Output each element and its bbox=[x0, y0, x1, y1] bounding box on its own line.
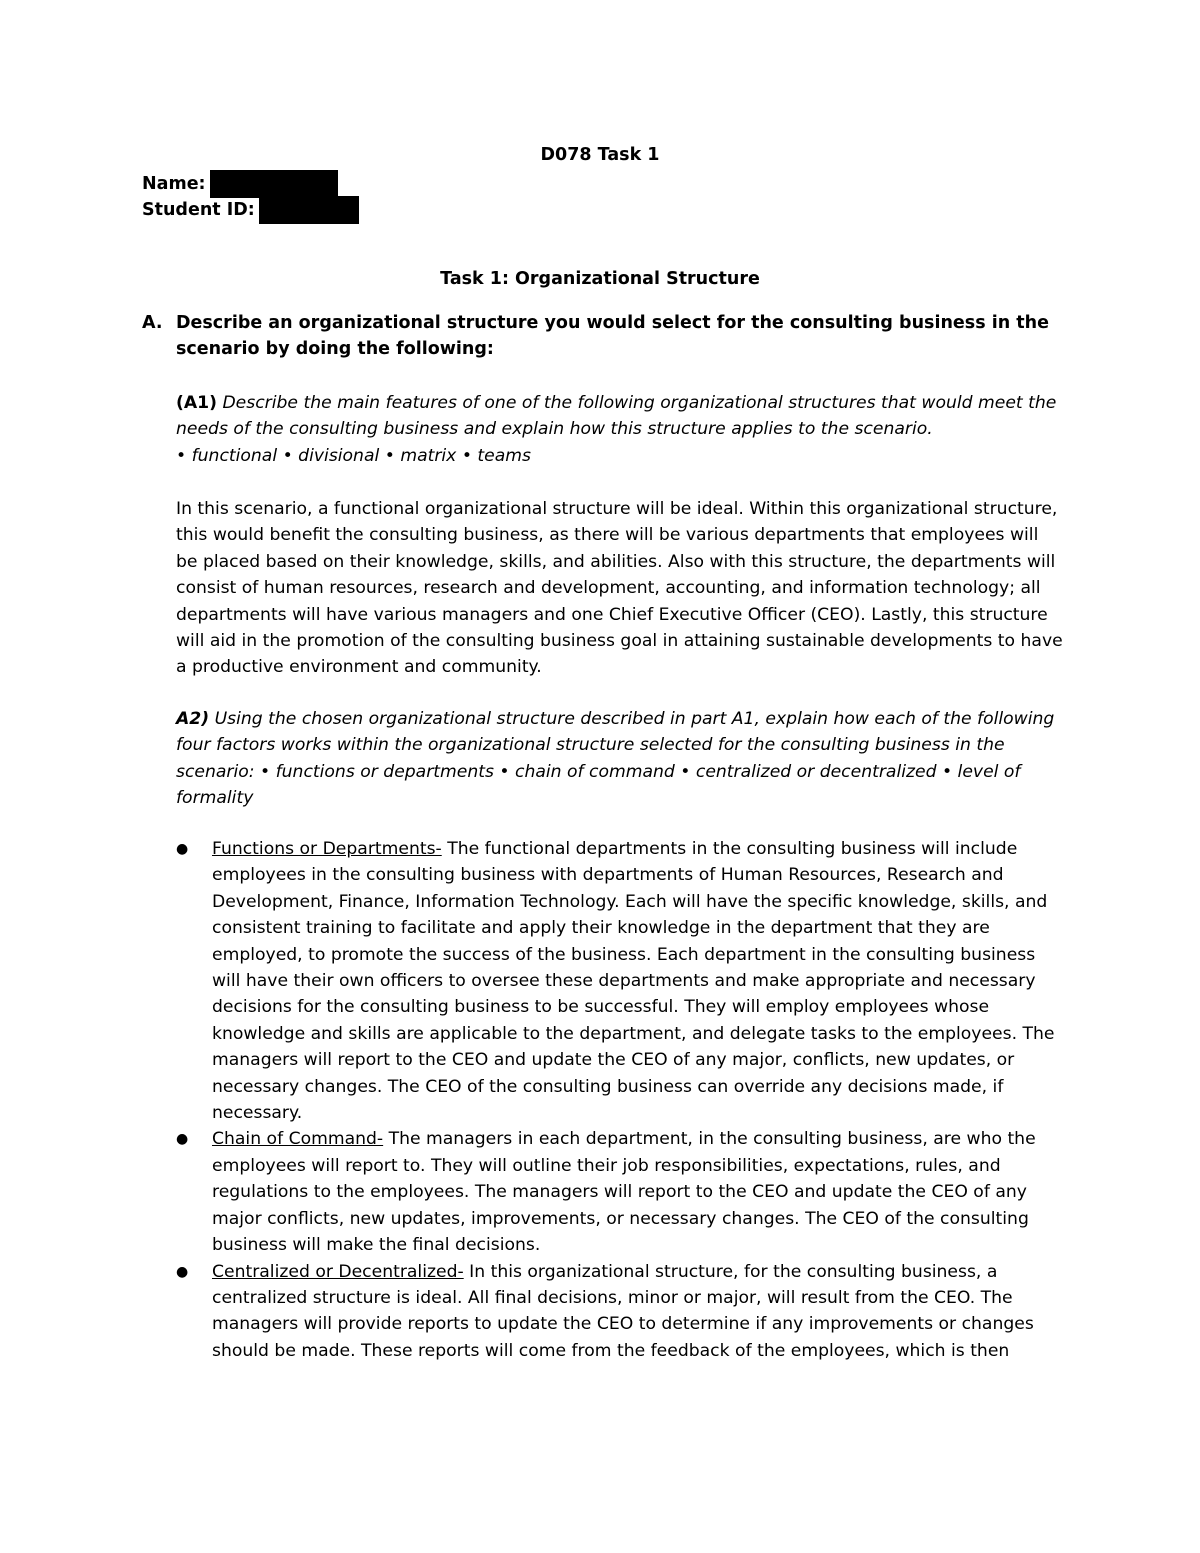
a2-prompt bbox=[176, 706, 1064, 812]
factor-bullet-list bbox=[176, 836, 1064, 1364]
section-a-letter: A. bbox=[142, 313, 163, 333]
task-heading: Task 1: Organizational Structure bbox=[440, 269, 760, 289]
bullet-term: Chain of Command- bbox=[212, 1129, 384, 1150]
bullet-text: The functional departments in the consulting business will include employees in the consulting business with departments of Human Resources, Research and Development, Finance, Information Technology. Each will have the specific knowledge, skills, and consistent training to facilitate and apply their knowledge in the department that they are employed, to promote the success of the business. Each department in the consulting business will have their own officers to oversee these departments and make appropriate and necessary decisions for the consulting business to be successful. They will employ employees whose knowledge and skills are applicable to the department, and delegate tasks to the employees. The managers will report to the CEO and update the CEO of any major, conflicts, new updates, or necessary changes. The CEO of the consulting business can override any decisions made, if necessary. bbox=[212, 839, 1055, 1124]
section-a-heading bbox=[142, 310, 1062, 362]
bullet-term: Centralized or Decentralized- bbox=[212, 1261, 464, 1282]
name-redaction bbox=[210, 170, 338, 198]
section-a-text: Describe an organizational structure you would select for the consulting business in the scenario by doing the following: bbox=[176, 313, 1049, 359]
bullet-chain-of-command bbox=[176, 1126, 1064, 1258]
bullet-dot-icon: ● bbox=[176, 1263, 189, 1280]
a1-prompt bbox=[176, 390, 1064, 443]
student-id-redaction bbox=[259, 196, 359, 224]
bullet-text: In this organizational structure, for the consulting business, a centralized structure is ideal. All final decisions, minor or major, will result from the CEO. The managers will provide reports to update the CEO to determine if any improvements or changes should be made. These reports will come from the feedback of the employees, which is then bbox=[212, 1261, 1034, 1361]
a2-label: A2) bbox=[176, 709, 210, 729]
bullet-functions-departments bbox=[176, 836, 1064, 1126]
name-label: Name: bbox=[142, 174, 206, 194]
a1-label: (A1) bbox=[176, 393, 217, 413]
name-line bbox=[142, 170, 338, 198]
bullet-centralized-decentralized bbox=[176, 1259, 1064, 1365]
a1-options: • functional • divisional • matrix • teams bbox=[176, 446, 531, 466]
document-title: D078 Task 1 bbox=[540, 145, 660, 165]
bullet-text: The managers in each department, in the consulting business, are who the employees will report to. They will outline their job responsibilities, expectations, rules, and regulations to the employees. The managers will report to the CEO and update the CEO of any major conflicts, new updates, improvements, or necessary changes. The CEO of the consulting business will make the final decisions. bbox=[212, 1129, 1036, 1256]
bullet-dot-icon: ● bbox=[176, 1131, 189, 1148]
bullet-dot-icon: ● bbox=[176, 841, 189, 857]
student-id-label: Student ID: bbox=[142, 200, 255, 220]
a1-prompt-text: Describe the main features of one of the following organizational structures that would meet the needs of the consulting business and explain how this structure applies to the scenario. bbox=[176, 393, 1057, 440]
a2-prompt-text: Using the chosen organizational structure described in part A1, explain how each of the following four factors works within the organizational structure selected for the consulting business in the scenario: • functions or departments • chain of command • centralized or decentralized • level of formality bbox=[176, 709, 1055, 809]
a1-answer: In this scenario, a functional organizational structure will be ideal. Within this organizational structure, this would benefit the consulting business, as there will be various departments that employees will be placed based on their knowledge, skills, and abilities. Also with this structure, the departments will consist of human resources, research and development, accounting, and information technology; all departments will have various managers and one Chief Executive Officer (CEO). Lastly, this structure will aid in the promotion of the consulting business goal in attaining sustainable developments to have a productive environment and community. bbox=[176, 499, 1063, 678]
student-id-line bbox=[142, 196, 359, 224]
bullet-term: Functions or Departments- bbox=[212, 839, 442, 859]
